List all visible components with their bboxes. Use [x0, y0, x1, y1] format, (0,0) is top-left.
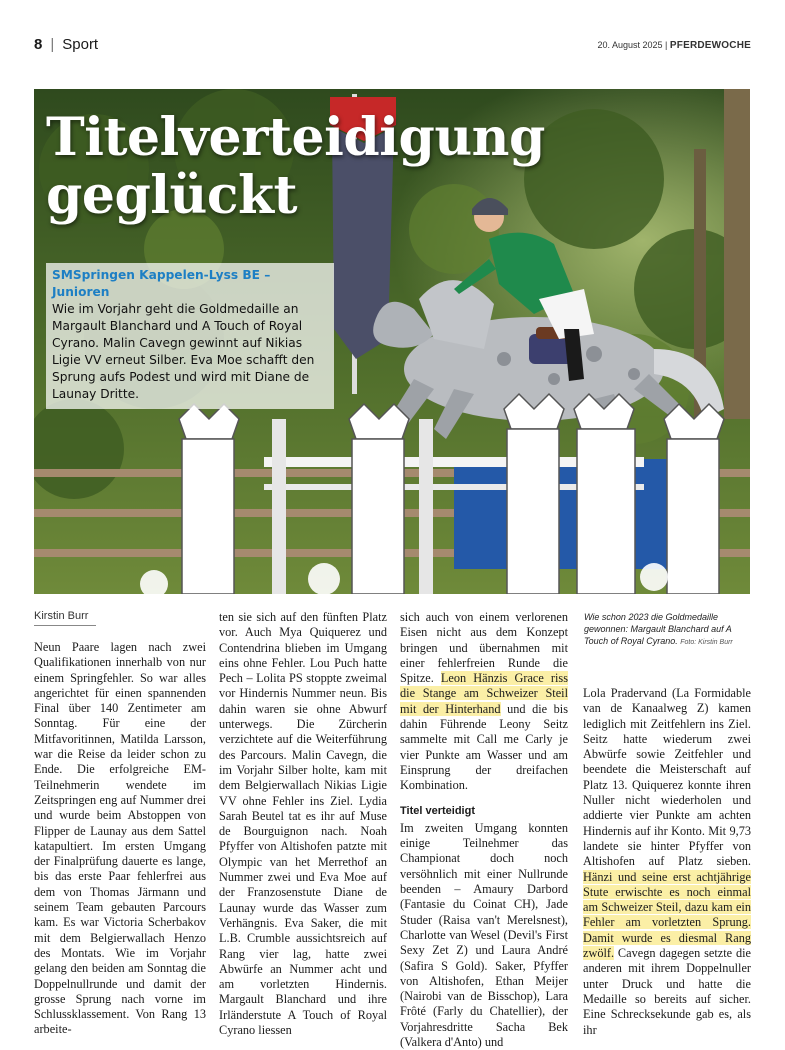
publication-name: PFERDEWOCHE [669, 40, 751, 51]
body-text: Lola Pradervand (La Formidable van de Kanaalweg Z) kamen lediglich mit Zeitfehlern ins Ziel. Seitz hatte wiederum zwei Abwürfe sowie Zeitfehler und beendete die Meisterschaft auf Platz 13. Quiquerez konnte ihren Nuller nicht wiederholen und addierte vier Punkte am achten Hindernis auf ihr Konto. Mit 9,73 landete sie hinter Pfyffer von Altishofen auf Platz sieben. [583, 686, 751, 869]
photo-credit: Foto: Kirstin Burr [680, 639, 733, 646]
body-text: und die bis dahin Führende Leony Seitz sammelte mit Call me Carly je vier Punkte am Wasser und am Einsprung der dreifachen Kombination. [400, 701, 568, 793]
body-column-1 [34, 640, 206, 1038]
body-text: Im zweiten Umgang konnten einige Teilnehmer das Championat doch noch versöhnlich mit einer Nullrunde beenden – Amaury Darbord (Fantasie du Coinat CH), Jade Studer (Raisa van't Merelsnest), Charlotte van Wesel (Devil's First Sexy Zet Z) und Laura André (Safira S Gold). Saker, Pfyffer von Altishofen, Ethan Meijer (Nairobi van de Bisschop), Lara Frôté (Farly du Chatellier), der Vorjahresdritte Sacha Bek (Valkera d'Anto) und [400, 820, 568, 1050]
tree-trunk [724, 89, 750, 419]
article-headline [46, 109, 545, 225]
body-column-4 [583, 686, 751, 1038]
headline-line-2: geglückt [46, 165, 298, 226]
body-column-3 [400, 610, 568, 1050]
photo-caption [584, 611, 752, 649]
subheading: Titel verteidigt [400, 804, 475, 817]
body-text: sich auch von einem verlorenen Eisen nicht aus dem Konzept bringen und übernahmen mit einer fehlerfreien Runde die Spitze. [400, 610, 568, 686]
header-divider-right: | [665, 40, 668, 50]
body-text: ten sie sich auf den fünften Platz vor. Auch Mya Quiquerez und Contendrina blieben im Umgang eins ohne Fehler. Lou Puch hatte Pech – Lolita PS stoppte zweimal vor Hindernis Nummer neun. Bis dahin waren sie ohne Abwurf unterwegs. Die Zürcherin verzichtete auf die Weiterführung des Parcours. Malin Cavegn, die im Vorjahr Silber holte, kam mit dem Belgierwallach Nikias Ligie VV ohne Fehler ins Ziel. Lydia Sarah Beutel tat es ihr auf Muse de Bourguignon nach. Noah Pfyffer von Altishofen patzte mit Olympic van het Merrethof an Nummer zwei und Eva Moe auf der Franzosenstute Diane de Launay wurde das Wasser zum Verhängnis. Eva Saker, die mit L.B. Crumble aussichtsreich auf Rang vier lag, hatte zwei Abwürfe an Nummer acht und am vorletzten Hindernis. Margault Blanchard und ihre Irländerstute A Touch of Royal Cyrano liessen [219, 610, 387, 1038]
section-name: Sport [62, 36, 99, 53]
highlighted-text: Leon Hänzis Grace riss die Stange am Schweizer Steil mit der Hinterhand [400, 671, 568, 716]
page-header-left [34, 36, 98, 53]
article-kicker: SMSpringen Kappelen-Lyss BE – Junioren [52, 268, 271, 299]
body-text: Cavegn dagegen setzte die anderen mit ihrem Doppelnuller unter Druck und hatte die Medaille so bereits auf sicher. Eine Schrecksekunde gab es, als ihr [583, 946, 751, 1037]
body-paragraph [583, 686, 751, 1038]
lead-text: Wie im Vorjahr geht die Goldmedaille an Margault Blanchard und A Touch of Royal Cyrano. Malin Cavegn gewinnt auf Nikias Ligie VV erneut Silber. Eva Moe schafft den Sprung aufs Podest und wird mit Diane de Launay Dritte. [52, 302, 315, 401]
page-number: 8 [34, 36, 43, 53]
body-paragraph [400, 610, 568, 794]
body-text: Neun Paare lagen nach zwei Qualifikationen innerhalb von nur einem Springfehler. So war alles angerichtet für einen spannenden Final über 140 Zentimeter am Sonntag. Für eine der Mitfavoritinnen, Matilda Larsson, war die Reise da leider schon zu Ende. Die erfolgreiche EM-Teilnehmerin wendete im Zeitspringen eng auf Nummer drei und wurde beim Abstoppen von Flipper de Launay aus dem Sattel katapultiert. Im ersten Umgang der Finalprüfung dauerte es lange, bis das erste Paar fehlerfrei aus dem von Thomas Järmann und seinem Team gebauten Parcours kam. Es war Victoria Scherbakov mit dem Belgierwallach Henzo des Montats. Wie im Vorjahr gelang den beiden am Sonntag die Doppelnullrunde und damit der grosse Sprung nach vorne im Schlussklassement. Von Rang 13 arbeite- [34, 640, 206, 1037]
highlighted-text: Hänzi und seine erst achtjährige Stute erwischte es noch einmal am Schweizer Steil, dazu kam ein Fehler am vorletzten Sprung. Damit wurde es diesmal Rang zwölf. [583, 869, 751, 961]
author-byline: Kirstin Burr [34, 610, 96, 626]
body-column-2 [219, 610, 387, 1038]
page-header-right [597, 40, 751, 51]
issue-date: 20. August 2025 [597, 40, 663, 50]
header-divider: | [50, 36, 55, 53]
hero-photo [34, 89, 750, 594]
headline-line-1: Titelverteidigung [46, 107, 545, 168]
caption-text: Wie schon 2023 die Goldmedaille gewonnen: Margault Blanchard auf A Touch of Royal Cyrano. [584, 612, 732, 646]
lead-box [46, 263, 334, 409]
blue-banner [454, 459, 674, 569]
